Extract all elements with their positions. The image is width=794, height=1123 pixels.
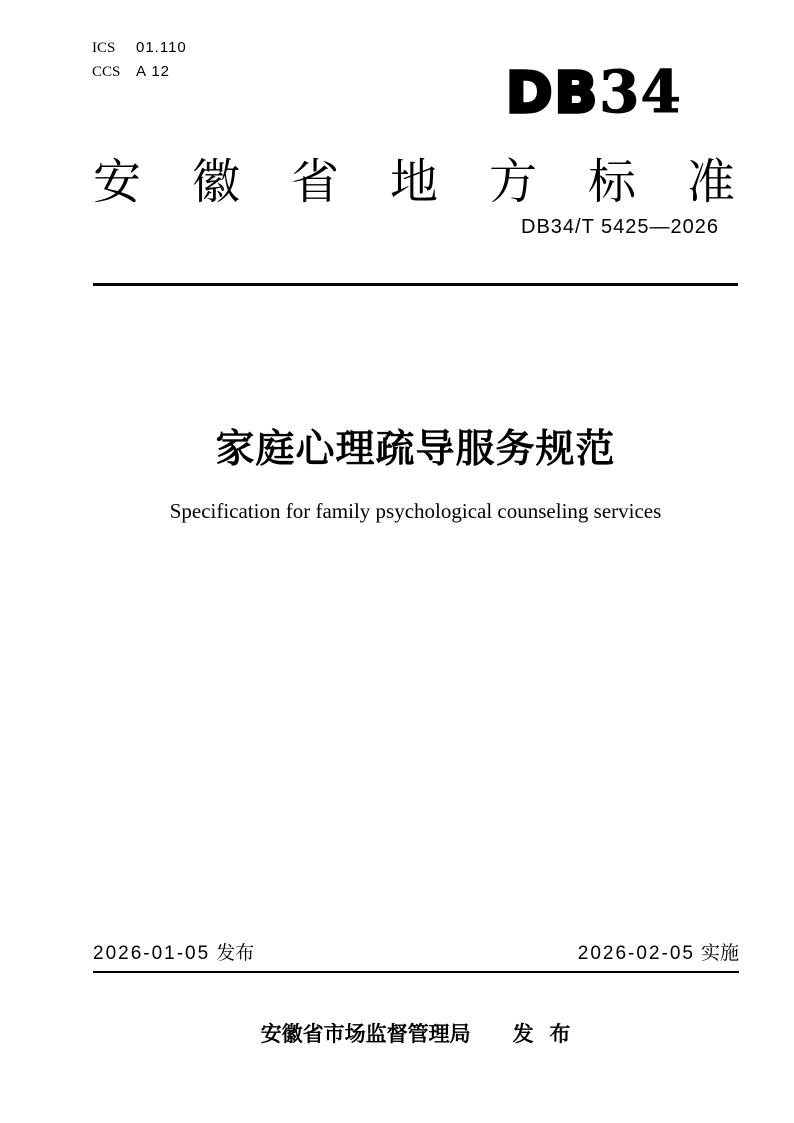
issue-date-label: 发布 (216, 943, 255, 964)
publisher-name: 安徽省市场监督管理局 (260, 1023, 471, 1046)
standard-category-title: 安徽省地方标准 (93, 156, 787, 209)
document-title-english: Specification for family psychological counseling services (169, 499, 662, 523)
issue-date-group (93, 942, 254, 966)
implementation-date-label: 实施 (700, 943, 739, 964)
classification-block (92, 36, 187, 84)
dates-row (93, 942, 739, 966)
issue-date: 2026-01-05 (93, 943, 211, 964)
ccs-label: CCS (92, 64, 121, 80)
header-divider-rule (93, 283, 738, 286)
ics-value: 01.110 (136, 39, 187, 56)
document-title-chinese: 家庭心理疏导服务规范 (215, 428, 616, 471)
implementation-date: 2026-02-05 (577, 943, 695, 964)
ics-label: ICS (92, 40, 116, 56)
publisher-row (93, 1022, 738, 1048)
footer-divider-rule (93, 971, 739, 973)
db34-logo-prefix: DB (506, 61, 600, 126)
ccs-value: A 12 (136, 63, 171, 80)
db34-logo (506, 58, 682, 138)
ccs-line (92, 60, 187, 84)
ics-line (92, 36, 187, 60)
standard-code: DB34/T 5425—2026 (521, 216, 719, 238)
publisher-action-label: 发 布 (512, 1023, 571, 1046)
db34-logo-region-code: 34 (599, 58, 682, 126)
implementation-date-group (578, 942, 739, 966)
